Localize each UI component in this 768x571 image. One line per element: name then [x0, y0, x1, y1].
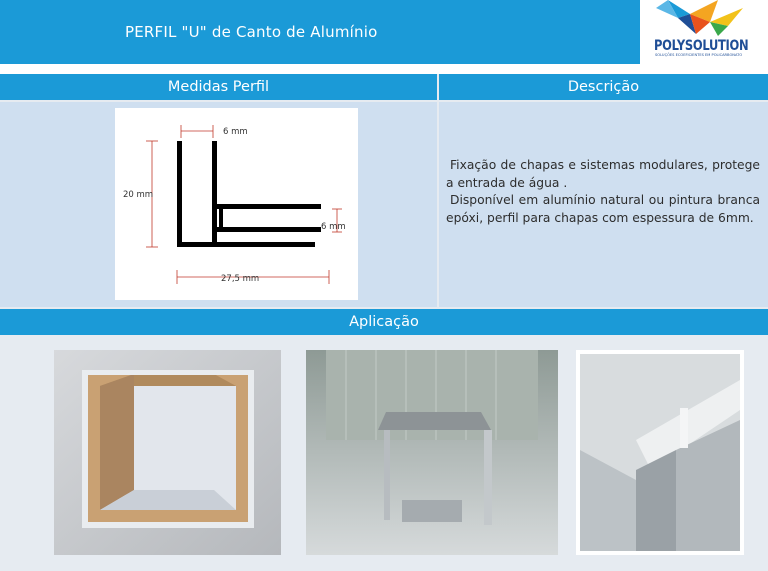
logo-name: POLYSOLUTION — [654, 36, 749, 54]
section-aplicacao-header: Aplicação — [0, 309, 768, 335]
logo — [640, 0, 768, 64]
cardboard-box-with-corner-profiles-photo — [54, 350, 281, 555]
logo-tagline: SOLUÇÕES ECOEFICIENTES EM POLICARBONATO — [655, 53, 743, 57]
section-medidas-header: Medidas Perfil — [0, 74, 437, 100]
description-paragraph-2: Disponível em alumínio natural ou pintura branca epóxi, perfil para chapas com espessura de 6mm. — [446, 193, 760, 225]
descricao-panel — [439, 102, 768, 307]
polysolution-star-logo-icon — [648, 0, 760, 40]
corner-profile-closeup-photo — [576, 350, 744, 555]
title-bar — [0, 0, 640, 64]
dim-top-label: 6 mm — [223, 127, 248, 137]
dim-width-label: 27,5 mm — [221, 274, 260, 284]
profile-technical-drawing — [115, 108, 358, 300]
dim-height-label: 20 mm — [123, 190, 154, 200]
polycarbonate-module-with-profiles-photo — [306, 350, 558, 555]
section-descricao-header: Descrição — [439, 74, 768, 100]
description-text — [446, 157, 760, 227]
separator — [0, 64, 768, 74]
dim-right-label: 6 mm — [321, 222, 346, 232]
description-paragraph-1: Fixação de chapas e sistemas modulares, protege a entrada de água . — [446, 158, 760, 190]
medidas-panel — [0, 102, 437, 307]
header — [0, 0, 768, 64]
page-title: PERFIL "U" de Canto de Alumínio — [125, 23, 378, 41]
